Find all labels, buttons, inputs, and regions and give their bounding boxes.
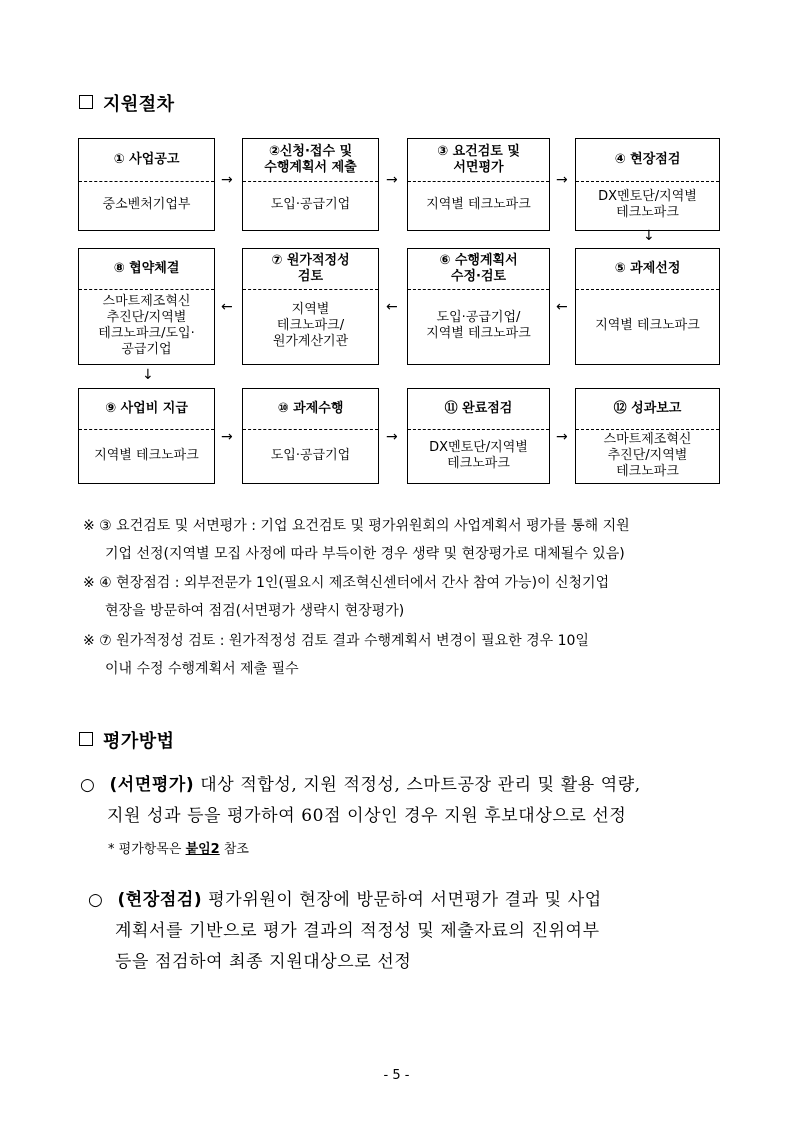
eval-paragraph-field [88, 885, 728, 978]
note-line: ※ ③ 요건검토 및 서면평가 : 기업 요건검토 및 평가위원회의 사업계획서 평가를 통해 지원 [83, 518, 630, 534]
step-box-8 [78, 248, 215, 365]
arrow-right-icon: → [221, 429, 233, 445]
step-box-12 [575, 388, 720, 484]
step-title: ⑩ 과제수행 [243, 389, 378, 430]
step-box-1 [78, 138, 215, 231]
arrow-left-icon: ← [221, 299, 233, 315]
step-title: ⑦ 원가적정성 검토 [243, 249, 378, 290]
eval-text: 등을 점검하여 최종 지원대상으로 선정 [115, 952, 412, 972]
checkbox-square-icon [79, 95, 93, 109]
step-body: 지역별 테크노파크 [595, 318, 700, 333]
step-title: ⑧ 협약체결 [79, 249, 214, 290]
bullet-icon: ○ [80, 775, 96, 795]
note-1 [83, 512, 630, 568]
step-body: 지역별 테크노파크 [94, 447, 199, 463]
ref-suffix: 참조 [219, 842, 249, 857]
eval-label: (현장점검) [117, 890, 203, 910]
appendix-link[interactable]: 붙임2 [185, 842, 220, 857]
step-box-2 [242, 138, 379, 231]
step-body: 스마트제조혁신 추진단/지역별 테크노파크/도입· 공급기업 [98, 294, 195, 357]
step-title: ⑤ 과제선정 [576, 249, 719, 290]
step-title: ②신청·접수 및 수행계획서 제출 [243, 139, 378, 182]
step-body: 지역별 테크노파크 [426, 197, 531, 212]
note-line: ※ ⑦ 원가적정성 검토 : 원가적정성 검토 결과 수행계획서 변경이 필요한 경우 10일 [83, 633, 589, 649]
note-line: 현장을 방문하여 점검(서면평가 생략시 현장평가) [105, 603, 405, 619]
arrow-down-icon: ↓ [142, 367, 154, 383]
step-title: ① 사업공고 [79, 139, 214, 182]
step-title: ⑥ 수행계획서 수정·검토 [408, 249, 549, 290]
step-title: ⑪ 완료점검 [408, 389, 549, 430]
step-title: ⑫ 성과보고 [576, 389, 719, 430]
eval-paragraph-document [80, 770, 730, 832]
step-box-3 [407, 138, 550, 231]
eval-text: 평가위원이 현장에 방문하여 서면평가 결과 및 사업 [202, 890, 602, 910]
step-box-11 [407, 388, 550, 484]
bullet-icon: ○ [88, 890, 104, 910]
note-line: ※ ④ 현장점검 : 외부전문가 1인(필요시 제조혁신센터에서 간사 참여 가능)이 신청기업 [83, 575, 610, 591]
step-body: 지역별 테크노파크/ 원가계산기관 [272, 302, 349, 349]
step-box-4 [575, 138, 720, 231]
step-box-5 [575, 248, 720, 365]
step-body: 도입·공급기업 [270, 197, 351, 212]
eval-text: 계획서를 기반으로 평가 결과의 적정성 및 제출자료의 진위여부 [115, 921, 600, 941]
note-line: 이내 수정 수행계획서 제출 필수 [105, 661, 299, 677]
arrow-right-icon: → [386, 172, 398, 188]
step-body: 스마트제조혁신 추진단/지역별 테크노파크 [603, 431, 692, 479]
arrow-left-icon: ← [386, 299, 398, 315]
step-body: DX멘토단/지역별 테크노파크 [429, 439, 528, 471]
note-2 [83, 569, 609, 625]
step-box-9 [78, 388, 215, 484]
eval-reference-note [108, 838, 249, 857]
step-body: 도입·공급기업 [270, 447, 351, 463]
arrow-right-icon: → [221, 172, 233, 188]
step-box-6 [407, 248, 550, 365]
note-3 [83, 627, 589, 683]
step-body: DX멘토단/지역별 테크노파크 [598, 189, 697, 220]
step-title: ④ 현장점검 [576, 139, 719, 182]
eval-text: 지원 성과 등을 평가하여 60점 이상인 경우 지원 후보대상으로 선정 [107, 806, 627, 826]
eval-label: (서면평가) [109, 775, 195, 795]
arrow-right-icon: → [556, 172, 568, 188]
section-title-evaluation: 평가방법 [103, 731, 175, 752]
eval-text: 대상 적합성, 지원 적정성, 스마트공장 관리 및 활용 역량, [194, 775, 641, 795]
section-title-procedure: 지원절차 [103, 94, 175, 115]
arrow-left-icon: ← [556, 299, 568, 315]
page-number: - 5 - [383, 1068, 410, 1083]
arrow-down-icon: ↓ [643, 228, 655, 244]
step-box-10 [242, 388, 379, 484]
step-body: 중소벤처기업부 [102, 197, 191, 212]
step-title: ⑨ 사업비 지급 [79, 389, 214, 430]
checkbox-square-icon [79, 732, 93, 746]
step-box-7 [242, 248, 379, 365]
note-line: 기업 선정(지역별 모집 사정에 따라 부득이한 경우 생략 및 현장평가로 대체될수 있음) [105, 546, 625, 562]
arrow-right-icon: → [556, 429, 568, 445]
arrow-right-icon: → [386, 429, 398, 445]
step-body: 도입·공급기업/ 지역별 테크노파크 [426, 310, 531, 341]
step-title: ③ 요건검토 및 서면평가 [408, 139, 549, 182]
ref-prefix: * 평가항목은 [108, 842, 186, 857]
